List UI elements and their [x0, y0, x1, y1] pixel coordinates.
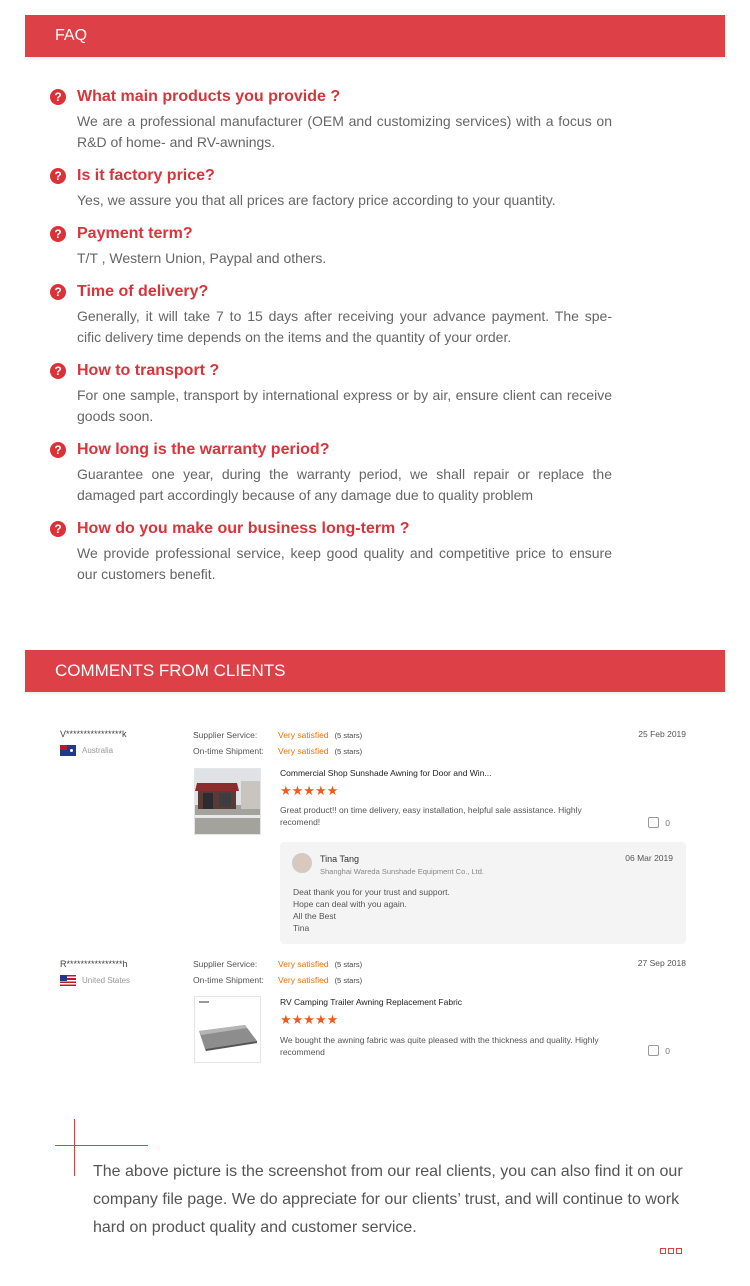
review-text: Great product!! on time delivery, easy installation, helpful sale assistance. Highly recomend!	[280, 805, 582, 827]
avatar	[292, 853, 312, 873]
faq-question: Is it factory price?	[77, 167, 215, 184]
review-text: We bought the awning fabric was quite pleased with the thickness and quality. Highly recommend	[280, 1035, 599, 1057]
faq-answer: We are a professional manufacturer (OEM and customizing services) with a focus on R&D of home- and RV-awnings.	[77, 113, 612, 150]
question-icon: ?	[50, 521, 66, 537]
review-date: 27 Sep 2018	[637, 958, 686, 968]
faq-question: How do you make our business long-term ?	[77, 520, 410, 537]
supplier-service-rating: Supplier Service: Very satisfied (5 stars)	[193, 959, 363, 969]
reviewer-name: V****************k	[60, 729, 127, 739]
rating-stars: ★★★★★	[280, 783, 339, 798]
faq-item	[50, 439, 612, 506]
question-icon: ?	[50, 442, 66, 458]
review-card	[60, 725, 690, 955]
product-thumbnail[interactable]	[194, 768, 261, 835]
faq-answer: Yes, we assure you that all prices are factory price according to your quantity.	[77, 192, 556, 208]
decorative-cross-vertical	[74, 1119, 75, 1176]
rating-stars: ★★★★★	[280, 1012, 339, 1027]
reply-author: Tina Tang	[320, 854, 360, 864]
question-icon: ?	[50, 168, 66, 184]
question-icon: ?	[50, 363, 66, 379]
supplier-reply	[280, 842, 686, 944]
faq-banner	[25, 15, 725, 57]
thumbs-up-icon	[648, 817, 659, 828]
question-icon: ?	[50, 89, 66, 105]
shipment-rating: On-time Shipment: Very satisfied (5 stars)	[193, 746, 363, 756]
faq-item	[50, 281, 612, 348]
reply-date: 06 Mar 2019	[625, 853, 673, 863]
like-button[interactable]: 0	[648, 817, 670, 828]
product-title[interactable]: RV Camping Trailer Awning Replacement Fabric	[280, 997, 463, 1007]
like-button[interactable]: 0	[648, 1045, 670, 1056]
reply-company: Shanghai Wareda Sunshade Equipment Co., Ltd.	[320, 867, 484, 876]
faq-question: How to transport ?	[77, 362, 220, 379]
product-title[interactable]: Commercial Shop Sunshade Awning for Door and Win...	[280, 768, 492, 778]
question-icon: ?	[50, 226, 66, 242]
australia-flag-icon	[60, 745, 76, 756]
faq-question: What main products you provide ?	[77, 88, 341, 105]
faq-question: Payment term?	[77, 225, 193, 242]
faq-item	[50, 223, 612, 269]
comments-title: COMMENTS FROM CLIENTS	[55, 661, 286, 680]
comments-banner	[25, 650, 725, 692]
review-card	[60, 955, 690, 1075]
faq-item	[50, 360, 612, 427]
faq-question: How long is the warranty period?	[77, 441, 330, 458]
faq-answer: For one sample, transport by international express or by air, ensure client can receive goods soon.	[77, 387, 612, 424]
review-date: 25 Feb 2019	[638, 729, 686, 739]
clients-note: The above picture is the screenshot from our real clients, you can also find it on our company file page. We do appreciate for our clients’ trust, and will continue to work hard on product quality and customer service.	[93, 1163, 683, 1236]
decorative-cross-horizontal	[55, 1145, 148, 1146]
comments-screenshot	[60, 725, 690, 1057]
usa-flag-icon	[60, 975, 76, 986]
reviewer-country: United States	[60, 975, 130, 986]
decorative-squares	[660, 1248, 684, 1254]
faq-list	[50, 86, 612, 597]
faq-question: Time of delivery?	[77, 283, 209, 300]
faq-item	[50, 86, 612, 153]
faq-answer: Generally, it will take 7 to 15 days after receiving your advance payment. The spe- cific delivery time depends on the items and the quantity of your order.	[77, 308, 612, 345]
faq-answer: T/T , Western Union, Paypal and others.	[77, 250, 327, 266]
faq-answer: We provide professional service, keep good quality and competitive price to ensure our customers benefit.	[77, 545, 612, 582]
product-thumbnail[interactable]	[194, 996, 261, 1063]
faq-answer: Guarantee one year, during the warranty period, we shall repair or replace the damaged part accordingly because of any damage due to quality problem	[77, 466, 612, 503]
question-icon: ?	[50, 284, 66, 300]
faq-item	[50, 165, 612, 211]
supplier-service-rating: Supplier Service: Very satisfied (5 stars)	[193, 730, 363, 740]
faq-title: FAQ	[55, 27, 88, 44]
reply-text: Deat thank you for your trust and support. Hope can deal with you again. All the Best Tina	[293, 887, 450, 933]
shipment-rating: On-time Shipment: Very satisfied (5 stars)	[193, 975, 363, 985]
reviewer-country: Australia	[60, 745, 113, 756]
faq-item	[50, 518, 612, 585]
reviewer-name: R****************h	[60, 959, 128, 969]
thumbs-up-icon	[648, 1045, 659, 1056]
